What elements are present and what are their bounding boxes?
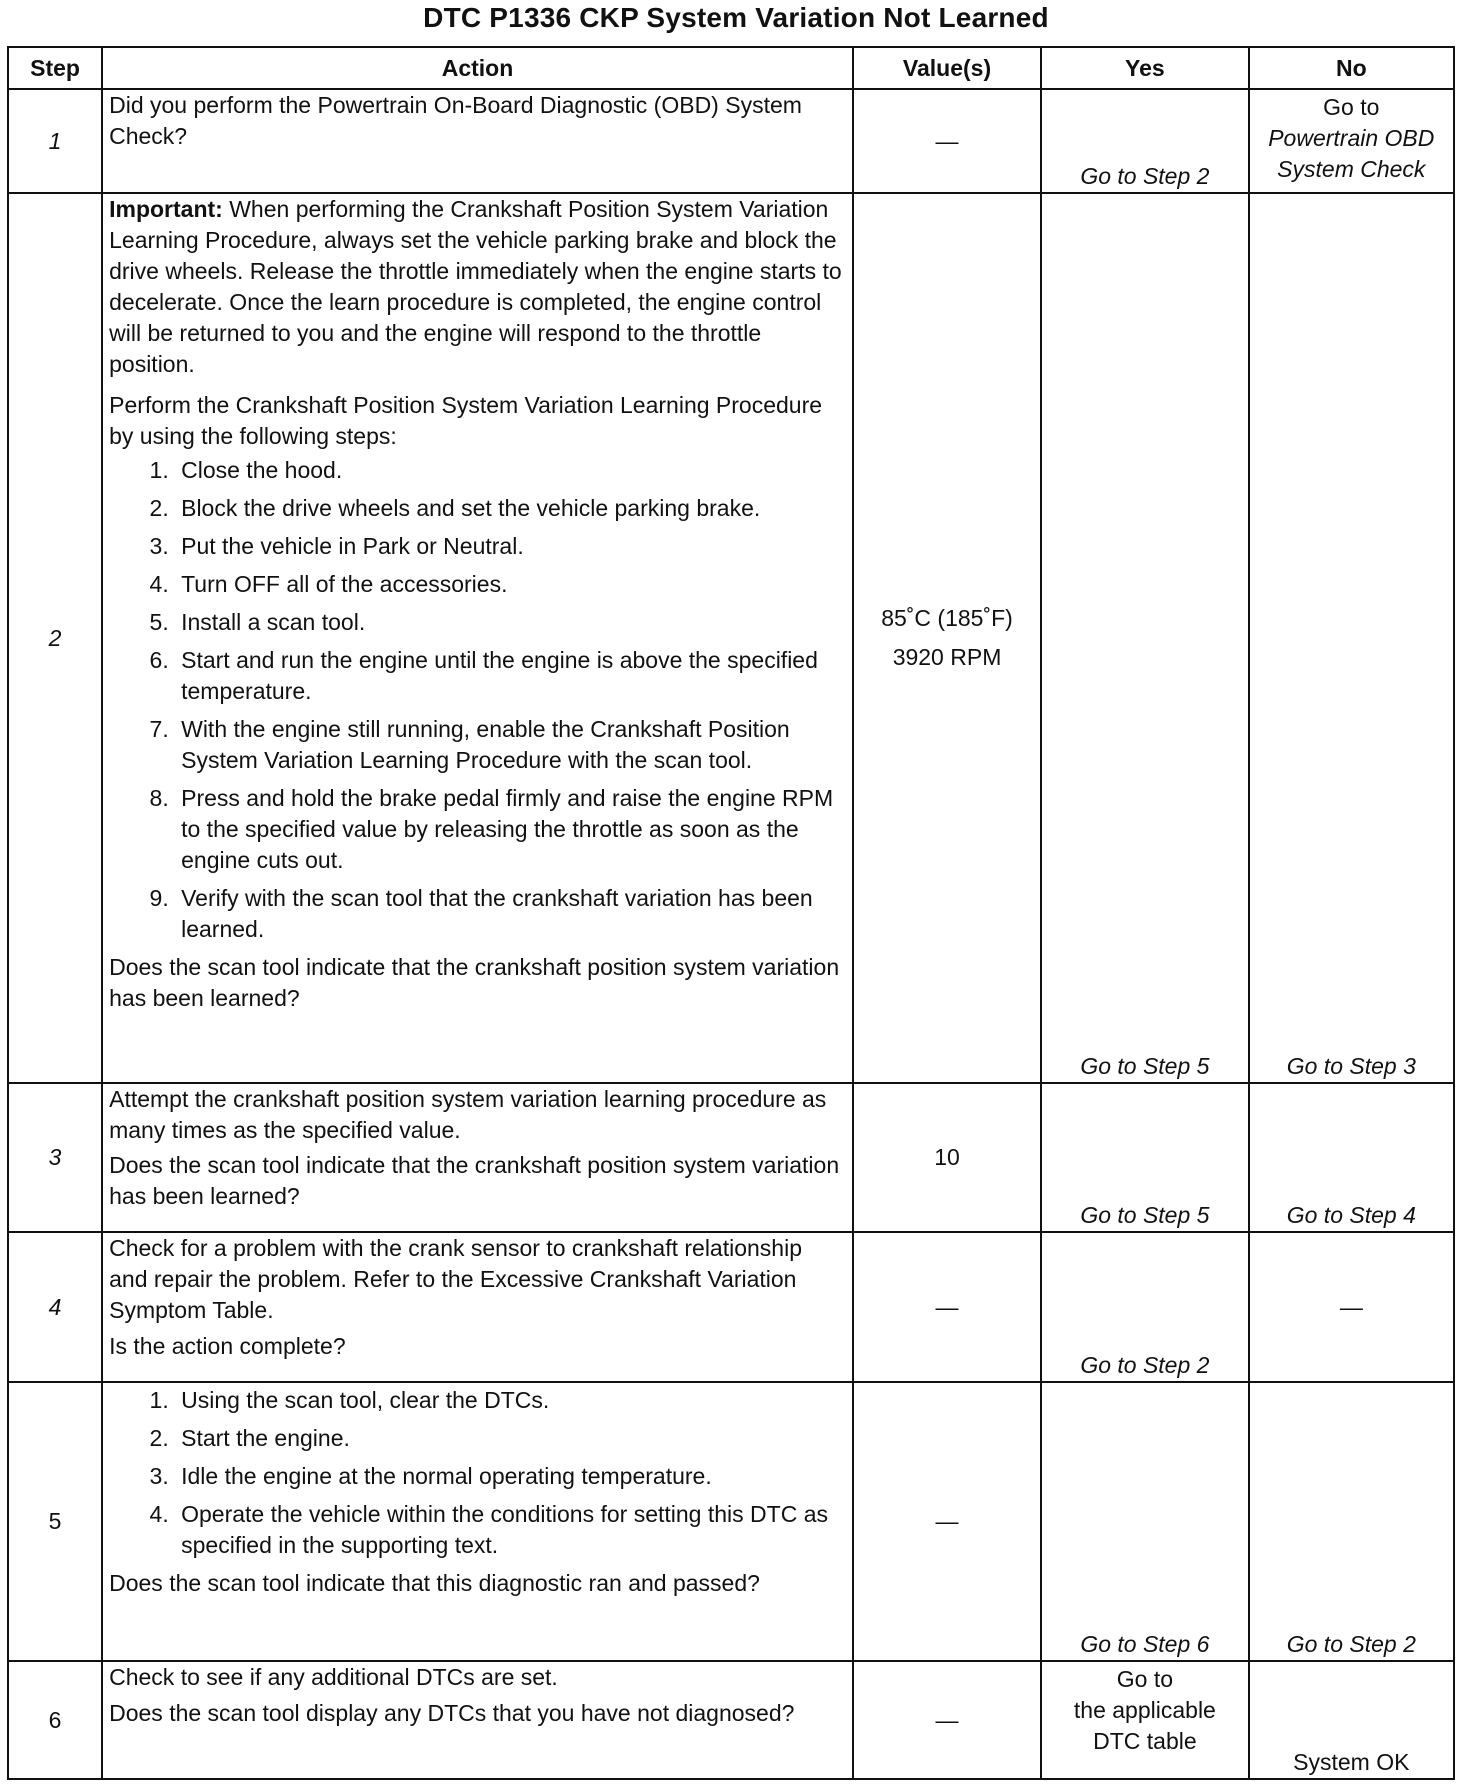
yes-link[interactable]: Go to Step 5 xyxy=(1041,193,1248,1083)
list-item: 6. Start and run the engine until the engine is above the specified temperature. xyxy=(175,645,846,707)
important-text: When performing the Crankshaft Position System Variation Learning Procedure, always set the vehicle parking brake and block the drive wheels. Release the throttle immediately when the engine starts to decelerate. Once the learn procedure is completed, the engine control will be returned to you and the engine will respond to the throttle position. xyxy=(109,196,842,378)
table-row xyxy=(8,1083,1454,1232)
no-link[interactable]: Go to Step 3 xyxy=(1249,193,1454,1083)
no-line: System Check xyxy=(1277,156,1426,182)
step-number: 2 xyxy=(8,193,102,1083)
table-row xyxy=(8,89,1454,193)
header-action: Action xyxy=(102,47,853,89)
no-link[interactable]: Go to Step 2 xyxy=(1249,1382,1454,1661)
no-line: Powertrain OBD xyxy=(1268,125,1435,151)
action-question: Does the scan tool display any DTCs that you have not diagnosed? xyxy=(109,1700,795,1727)
table-row xyxy=(8,193,1454,1083)
step-number: 4 xyxy=(8,1232,102,1382)
value-cell: — xyxy=(853,1661,1041,1779)
list-item: 8. Press and hold the brake pedal firmly and raise the engine RPM to the specified value by releasing the throttle as soon as the engine cuts out. xyxy=(175,783,846,876)
value-cell: — xyxy=(853,1232,1041,1382)
value-cell: 10 xyxy=(853,1083,1041,1232)
page-title: DTC P1336 CKP System Variation Not Learned xyxy=(423,2,1049,33)
value-line: 85˚C (185˚F) xyxy=(881,605,1013,632)
header-yes: Yes xyxy=(1041,47,1248,89)
yes-line: DTC table xyxy=(1093,1728,1197,1755)
list-item: 2. Start the engine. xyxy=(175,1423,846,1454)
header-step: Step xyxy=(8,47,102,89)
list-item: 4. Turn OFF all of the accessories. xyxy=(175,569,846,600)
value-cell: — xyxy=(853,89,1041,193)
header-values: Value(s) xyxy=(853,47,1041,89)
yes-line: the applicable xyxy=(1073,1697,1216,1724)
step-number: 5 xyxy=(8,1382,102,1661)
table-row xyxy=(8,1232,1454,1382)
action-cell xyxy=(102,1382,853,1661)
action-question: Does the scan tool indicate that the crankshaft position system variation has been learned? xyxy=(109,954,840,1012)
list-item: 1. Close the hood. xyxy=(175,455,846,486)
procedure-steps xyxy=(109,455,846,945)
no-value: — xyxy=(1249,1232,1454,1382)
list-item: 9. Verify with the scan tool that the crankshaft variation has been learned. xyxy=(175,883,846,945)
yes-link[interactable]: Go to Step 2 xyxy=(1041,89,1248,193)
table-row xyxy=(8,1382,1454,1661)
action-question: Does the scan tool indicate that this diagnostic ran and passed? xyxy=(109,1570,760,1597)
yes-link[interactable]: Go to Step 2 xyxy=(1041,1232,1248,1382)
step-number: 1 xyxy=(8,89,102,193)
no-value: System OK xyxy=(1249,1661,1454,1779)
list-item: 2. Block the drive wheels and set the vehicle parking brake. xyxy=(175,493,846,524)
action-cell xyxy=(102,89,853,193)
step-number: 6 xyxy=(8,1661,102,1779)
no-link[interactable]: Go to Step 4 xyxy=(1249,1083,1454,1232)
list-item: 5. Install a scan tool. xyxy=(175,607,846,638)
action-cell xyxy=(102,1661,853,1779)
important-label: Important: xyxy=(109,196,223,223)
action-cell xyxy=(102,1232,853,1382)
yes-link[interactable]: Go to Step 5 xyxy=(1041,1083,1248,1232)
procedure-intro: Perform the Crankshaft Position System Variation Learning Procedure by using the following steps: xyxy=(109,392,823,450)
table-row xyxy=(8,1661,1454,1779)
list-item: 3. Idle the engine at the normal operating temperature. xyxy=(175,1461,846,1492)
diagnostic-table xyxy=(7,46,1455,1780)
important-note xyxy=(109,194,846,380)
header-no: No xyxy=(1249,47,1454,89)
yes-link[interactable] xyxy=(1041,1661,1248,1779)
no-link[interactable] xyxy=(1249,89,1454,193)
list-item: 4. Operate the vehicle within the conditions for setting this DTC as specified in the supporting text. xyxy=(175,1499,846,1561)
value-cell: — xyxy=(853,1382,1041,1661)
step-number: 3 xyxy=(8,1083,102,1232)
list-item: 1. Using the scan tool, clear the DTCs. xyxy=(175,1385,846,1416)
procedure-steps xyxy=(109,1385,846,1561)
action-question: Is the action complete? xyxy=(109,1333,346,1360)
no-line: Go to xyxy=(1323,94,1380,120)
action-question: Did you perform the Powertrain On-Board Diagnostic (OBD) System Check? xyxy=(109,92,802,149)
action-cell xyxy=(102,1083,853,1232)
yes-link[interactable]: Go to Step 6 xyxy=(1041,1382,1248,1661)
action-text: Check for a problem with the crank sensor to crankshaft relationship and repair the problem. Refer to the Excessive Crankshaft Variation Symptom Table. xyxy=(109,1235,802,1324)
list-item: 3. Put the vehicle in Park or Neutral. xyxy=(175,531,846,562)
yes-line: Go to xyxy=(1116,1666,1174,1693)
action-question: Does the scan tool indicate that the crankshaft position system variation has been learned? xyxy=(109,1152,840,1210)
action-text: Attempt the crankshaft position system variation learning procedure as many times as the specified value. xyxy=(109,1086,827,1144)
action-text: Check to see if any additional DTCs are set. xyxy=(109,1664,558,1691)
list-item: 7. With the engine still running, enable the Crankshaft Position System Variation Learning Procedure with the scan tool. xyxy=(175,714,846,776)
value-line: 3920 RPM xyxy=(892,644,1002,671)
value-cell xyxy=(853,193,1041,1083)
action-cell xyxy=(102,193,853,1083)
table-header-row xyxy=(8,47,1454,89)
